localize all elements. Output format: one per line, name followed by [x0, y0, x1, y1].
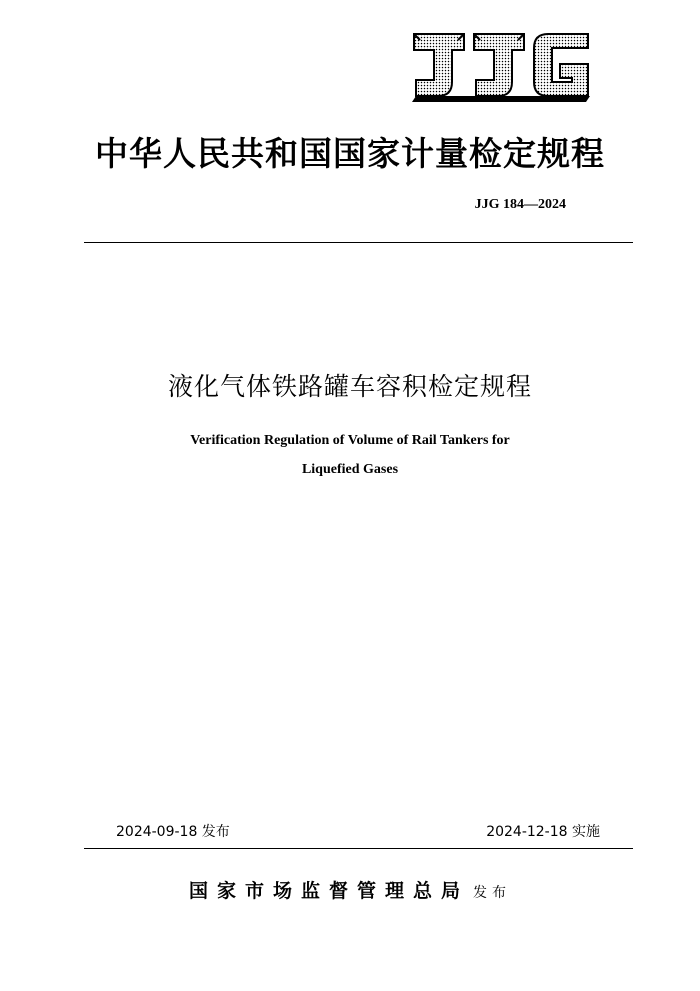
issue-date: 2024-09-18 发布 [116, 824, 230, 840]
bottom-divider [84, 848, 633, 849]
top-divider [84, 242, 633, 243]
chinese-title: 液化气体铁路罐车容积检定规程 [167, 372, 532, 401]
english-title-line2: Liquefied Gases [301, 462, 399, 477]
jjg-logo [408, 30, 594, 104]
main-title: 中华人民共和国国家计量检定规程 [95, 134, 605, 173]
issuer-suffix: 发布 [473, 885, 511, 901]
standard-number: JJG 184—2024 [474, 197, 566, 212]
issuer-line [0, 876, 700, 903]
english-title-line1: Verification Regulation of Volume of Rail Tankers for [190, 433, 510, 448]
logo-letter-g [534, 34, 588, 96]
logo-letter-j1 [414, 34, 464, 96]
implementation-date: 2024-12-18 实施 [486, 824, 600, 840]
issuer-name: 国家市场监督管理总局 [188, 880, 469, 902]
logo-letter-j2 [474, 34, 524, 96]
